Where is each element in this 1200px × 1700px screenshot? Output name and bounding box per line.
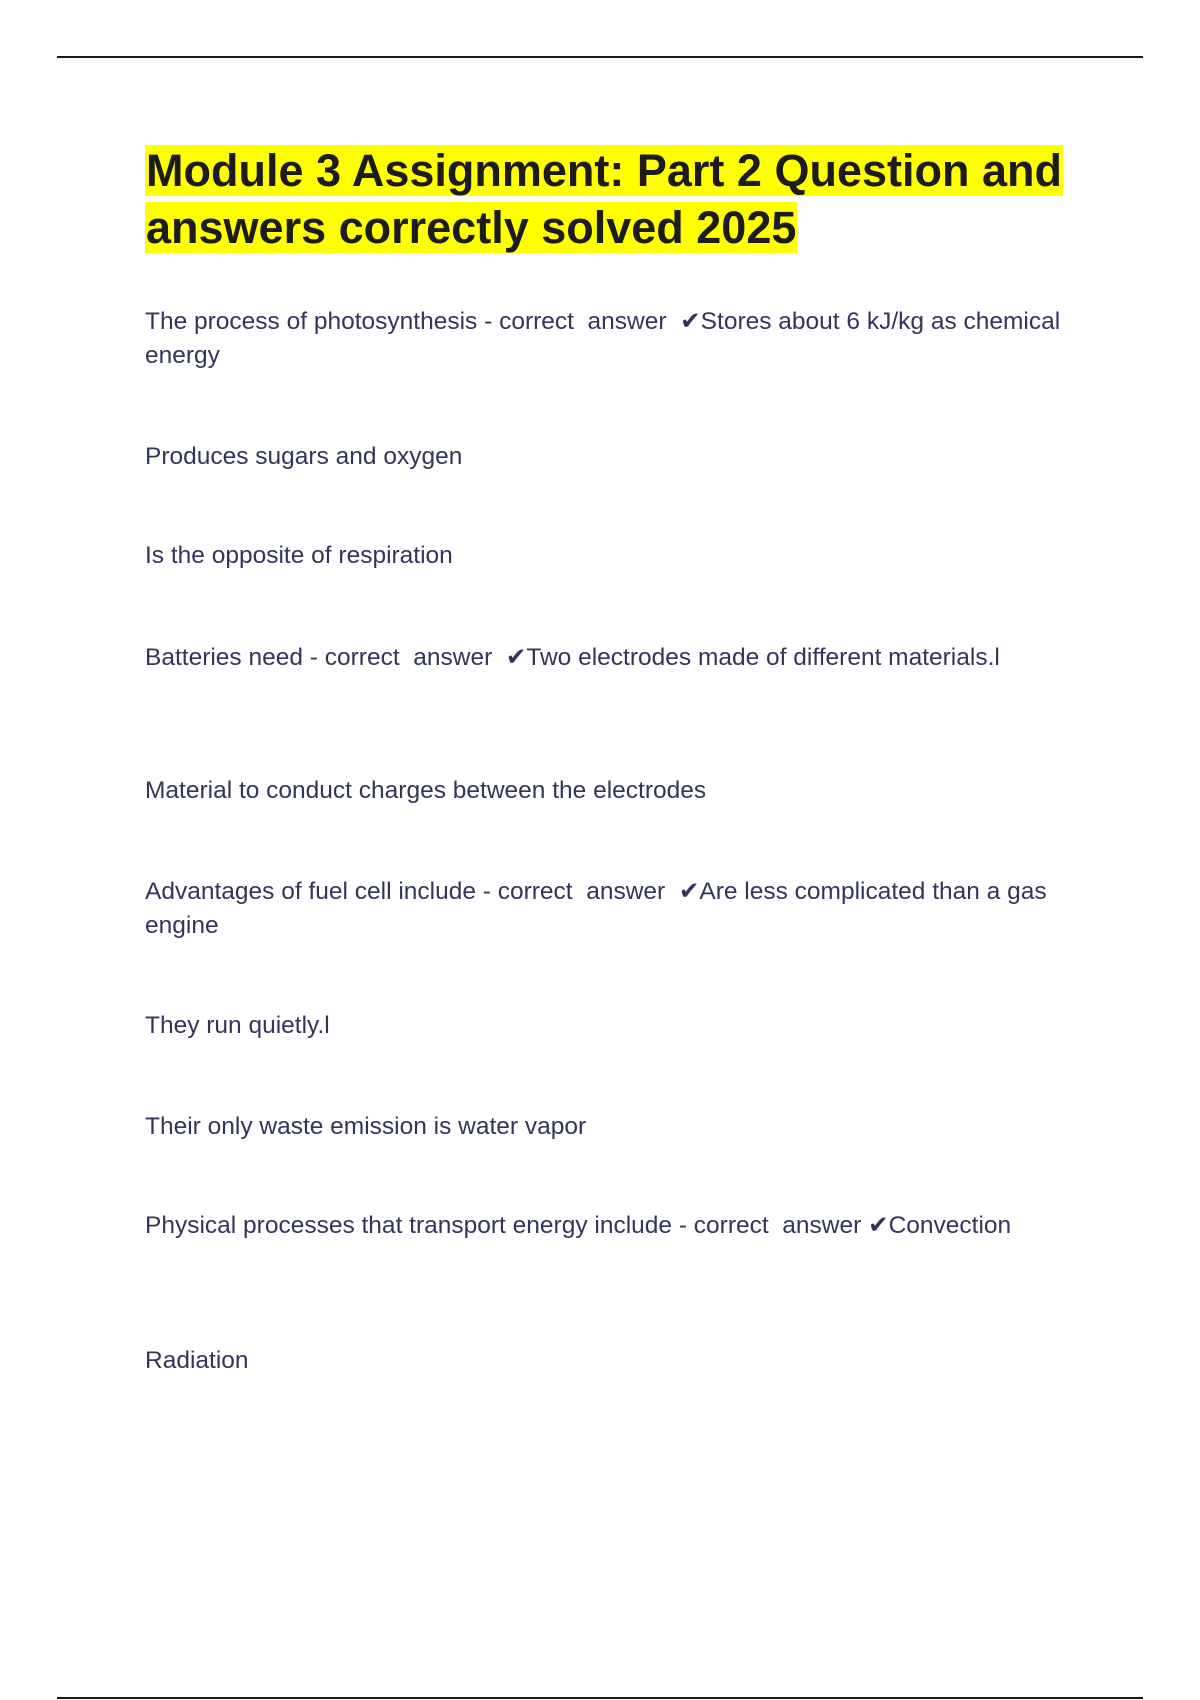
header-rule xyxy=(57,56,1143,58)
qa-paragraph-water-vapor: Their only waste emission is water vapor xyxy=(145,1113,587,1140)
qa-paragraph-radiation: Radiation xyxy=(145,1347,249,1374)
qa-paragraph-conduct-charges: Material to conduct charges between the electrodes xyxy=(145,777,707,804)
qa-paragraph-photosynthesis: The process of photosynthesis - correct answer ✔Stores about 6 kJ/kg as chemical energy xyxy=(145,308,1067,369)
qa-paragraph-run-quietly: They run quietly.l xyxy=(145,1012,330,1039)
qa-paragraph-respiration: Is the opposite of respiration xyxy=(145,542,453,569)
qa-paragraph-batteries: Batteries need - correct answer ✔Two electrodes made of different materials.l xyxy=(145,644,1000,671)
qa-paragraph-sugars: Produces sugars and oxygen xyxy=(145,443,463,470)
title-highlight: Module 3 Assignment: Part 2 Question and answers correctly solved 2025 xyxy=(146,145,1062,253)
qa-paragraph-energy-transport: Physical processes that transport energy include - correct answer ✔Convection xyxy=(145,1212,1012,1239)
footer-rule xyxy=(57,1697,1143,1699)
document-title xyxy=(145,142,1105,256)
qa-paragraph-fuel-cell: Advantages of fuel cell include - correct answer ✔Are less complicated than a gas engine xyxy=(145,878,1054,939)
